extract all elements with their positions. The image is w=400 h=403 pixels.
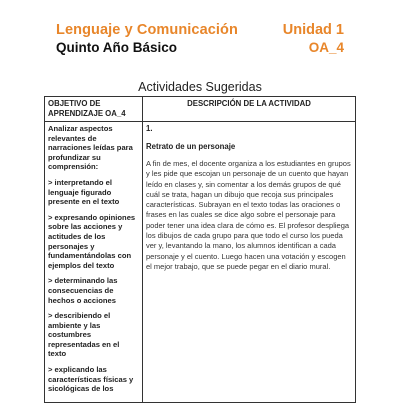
activity-description-cell — [143, 122, 356, 403]
table-row — [45, 122, 356, 403]
section-title: Actividades Sugeridas — [138, 80, 262, 94]
objective-item: > expresando opiniones sobre las acciones y actitudes de los personajes y fundamentándolas con ejemplos del texto — [48, 212, 136, 270]
description-column-header: DESCRIPCIÓN DE LA ACTIVIDAD — [143, 97, 356, 122]
objective-cell — [45, 122, 143, 403]
objective-item: > describiendo el ambiente y las costumbres representadas en el texto — [48, 311, 120, 359]
activity-title: Retrato de un personaje — [146, 142, 236, 151]
subject-title: Lenguaje y Comunicación — [56, 22, 238, 38]
grade-subtitle: Quinto Año Básico — [56, 40, 177, 55]
activities-table — [44, 96, 356, 403]
document-header-left — [56, 22, 238, 56]
objective-column-header: OBJETIVO DE APRENDIZAJE OA_4 — [45, 97, 143, 122]
objective-item: > explicando las características físicas y sicológicas de los — [48, 365, 134, 394]
objective-intro: Analizar aspectos relevantes de narraciones leídas para profundizar su comprensión: — [48, 124, 133, 172]
document-header-right — [283, 22, 344, 56]
activity-body: A fin de mes, el docente organiza a los estudiantes en grupos y les pide que escojan un personaje de un cuento que hayan leído en clases y, sin comentar a los demás grupos de qué cuál se trata, hagan un dibujo que recoja sus principales características. Subrayan en el texto todas las oraciones o frases en las cuales se dice algo sobre el personaje para poder tener una idea clara de cómo es. El profesor despliega los dibujos de cada grupo para que todo el curso los pueda ver y, levantando la mano, los alumnos identifican a cada personaje y el cuento. Luego hacen una votación y escogen el mejor trabajo, que se puede pegar en el diario mural. — [146, 159, 351, 271]
objective-item: > interpretando el lenguaje figurado presente en el texto — [48, 177, 120, 207]
oa-label: OA_4 — [308, 40, 344, 55]
objective-item: > determinando las consecuencias de hechos o acciones — [48, 276, 118, 305]
activity-number: 1. — [146, 124, 153, 133]
table-header-row — [45, 97, 356, 122]
unit-label: Unidad 1 — [282, 22, 344, 38]
